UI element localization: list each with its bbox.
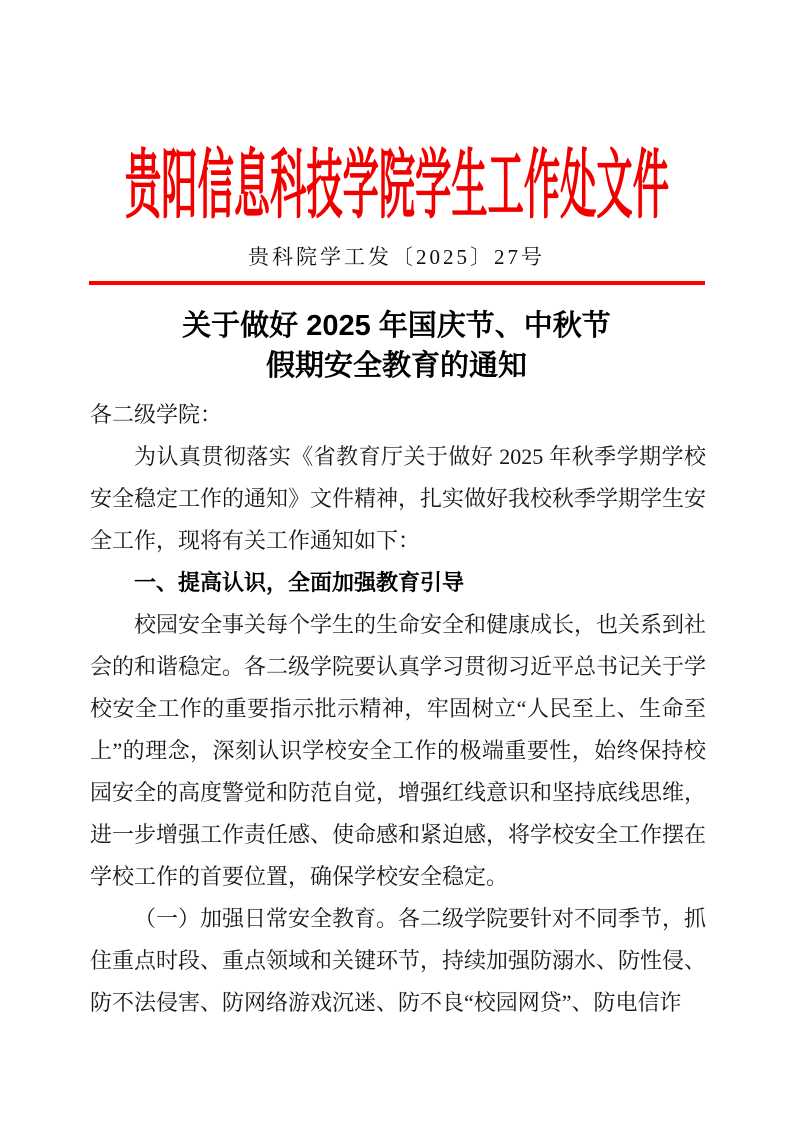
body-paragraph: 为认真贯彻落实《省教育厅关于做好 2025 年秋季学期学校安全稳定工作的通知》文件精神，扎实做好我校秋季学期学生安全工作，现将有关工作通知如下： (90, 444, 707, 553)
document-title-line1: 关于做好 2025 年国庆节、中秋节 (182, 310, 611, 342)
document-body (90, 394, 706, 1024)
doc-number: 贵科院学工发〔2025〕27号 (248, 245, 545, 269)
red-divider-line (89, 281, 705, 285)
body-paragraph: 校园安全事关每个学生的生命安全和健康成长，也关系到社会的和谐稳定。各二级学院要认真学习贯彻习近平总书记关于学校安全工作的重要指示批示精神，牢固树立“人民至上、生命至上”的理念，深刻认识学校安全工作的极端重要性，始终保持校园安全的高度警觉和防范自觉，增强红线意识和坚持底线思维，进一步增强工作责任感、使命感和紧迫感，将学校安全工作摆在学校工作的首要位置，确保学校安全稳定。 (90, 612, 707, 889)
body-paragraph: （一）加强日常安全教育。各二级学院要针对不同季节，抓住重点时段、重点领域和关键环节，持续加强防溺水、防性侵、防不法侵害、防网络游戏沉迷、防不良“校园网贷”、防电信诈 (90, 906, 707, 1015)
paragraph-list (90, 436, 706, 1024)
document-title (0, 306, 793, 386)
salutation: 各二级学院： (90, 402, 223, 427)
section-heading: 一、提高认识，全面加强教育引导 (134, 570, 465, 595)
letterhead-title: 贵阳信息科技学院学生工作处文件 (124, 145, 669, 230)
document-title-line2: 假期安全教育的通知 (265, 350, 527, 382)
